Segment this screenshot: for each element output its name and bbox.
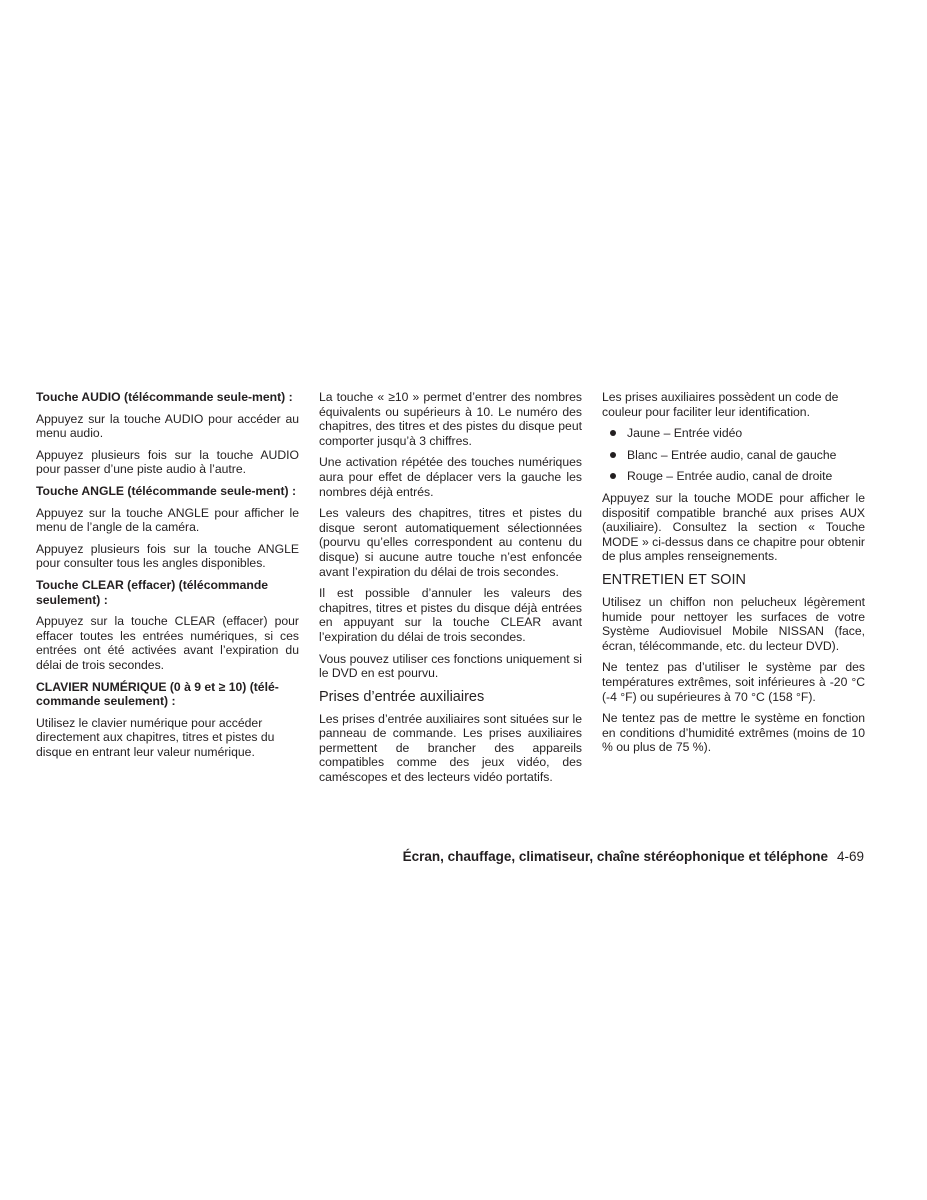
- column-right: [602, 390, 865, 762]
- paragraph-clear: Appuyez sur la touche CLEAR (effacer) pour effacer toutes les entrées numériques, si ces entrées ont été activées avant l’expiration du délai de trois secondes.: [36, 614, 299, 672]
- bullet-icon: [610, 473, 616, 479]
- heading-prises-entree: Prises d’entrée auxiliaires: [319, 688, 485, 705]
- paragraph-angle-2: Appuyez plusieurs fois sur la touche ANGLE pour consulter tous les angles disponibles.: [36, 541, 299, 571]
- bullet-icon: [610, 430, 616, 436]
- paragraph-angle-1: Appuyez sur la touche ANGLE pour afficher le menu de l’angle de la caméra.: [36, 505, 299, 535]
- page-number: 4-69: [836, 849, 864, 864]
- paragraph-temperatures: Ne tentez pas d’utiliser le système par des températures extrêmes, soit inférieures à -20 °C (-4 °F) ou supérieures à 70 °C (158 °F).: [602, 660, 865, 704]
- color-code-list: [602, 426, 865, 484]
- paragraph-audio-1: Appuyez sur la touche AUDIO pour accéder au menu audio.: [36, 411, 299, 441]
- paragraph-valeurs-auto: Les valeurs des chapitres, titres et pistes du disque seront automatiquement sélectionnées (pourvu qu’elles correspondent au contenu du disque) si aucune autre touche n’est enfoncée avant l’expiration du délai de trois secondes.: [319, 506, 582, 579]
- paragraph-humidite: Ne tentez pas de mettre le système en fonction en conditions d’humidité extrêmes (moins de 10 % ou plus de 75 %).: [602, 711, 865, 755]
- paragraph-touche-10: La touche « ≥10 » permet d’entrer des nombres équivalents ou supérieurs à 10. Le numéro des chapitres, des titres et des pistes du disque peut comporter jusqu’à 3 chiffres.: [319, 390, 582, 448]
- paragraph-dvd-pourvu: Vous pouvez utiliser ces fonctions uniquement si le DVD en est pourvu.: [319, 651, 582, 681]
- list-item: Rouge – Entrée audio, canal de droite: [602, 469, 865, 484]
- paragraph-touche-mode: Appuyez sur la touche MODE pour afficher le dispositif compatible branché aux prises AUX (auxiliaire). Consultez la section « Touche MODE » ci-dessus dans ce chapitre pour obtenir de plus amples renseignements.: [602, 490, 865, 564]
- paragraph-annuler-valeurs: Il est possible d’annuler les valeurs des chapitres, titres et pistes du disque déjà entrées en appuyant sur la touche CLEAR avant l’expiration du délai de trois secondes.: [319, 586, 582, 644]
- column-middle: [319, 390, 582, 792]
- paragraph-audio-2: Appuyez plusieurs fois sur la touche AUDIO pour passer d’une piste audio à l’autre.: [36, 447, 299, 477]
- paragraph-chiffon: Utilisez un chiffon non pelucheux légèrement humide pour nettoyer les surfaces de votre Système Audiovisuel Mobile NISSAN (face, écran, télécommande, etc. du lecteur DVD).: [602, 594, 865, 653]
- heading-clavier-numerique: CLAVIER NUMÉRIQUE (0 à 9 et ≥ 10) (télé-commande seulement) :: [36, 679, 279, 709]
- heading-touche-angle: Touche ANGLE (télécommande seule-ment) :: [36, 483, 297, 498]
- bullet-icon: [610, 452, 616, 458]
- paragraph-prises-situees: Les prises d’entrée auxiliaires sont situées sur le panneau de commande. Les prises auxiliaires permettent de brancher des appareils compatibles comme des jeux vidéo, des caméscopes et des lecteurs vidéo portatifs.: [319, 711, 582, 785]
- paragraph-clavier: Utilisez le clavier numérique pour accéder directement aux chapitres, titres et pistes du disque en entrant leur valeur numérique.: [36, 715, 275, 759]
- paragraph-code-couleur: Les prises auxiliaires possèdent un code de couleur pour faciliter leur identification.: [602, 390, 839, 419]
- list-item: Blanc – Entrée audio, canal de gauche: [602, 448, 865, 463]
- column-left: [36, 390, 299, 766]
- page-footer: [403, 849, 864, 864]
- heading-entretien-soin: ENTRETIEN ET SOIN: [602, 571, 746, 588]
- heading-touche-clear: Touche CLEAR (effacer) (télécommande seulement) :: [36, 577, 269, 607]
- heading-touche-audio: Touche AUDIO (télécommande seule-ment) :: [36, 390, 293, 404]
- paragraph-activation-repetee: Une activation répétée des touches numériques aura pour effet de déplacer vers la gauche les nombres déjà entrés.: [319, 455, 582, 499]
- footer-section-title: Écran, chauffage, climatiseur, chaîne stéréophonique et téléphone: [402, 849, 828, 864]
- list-item: Jaune – Entrée vidéo: [602, 426, 865, 441]
